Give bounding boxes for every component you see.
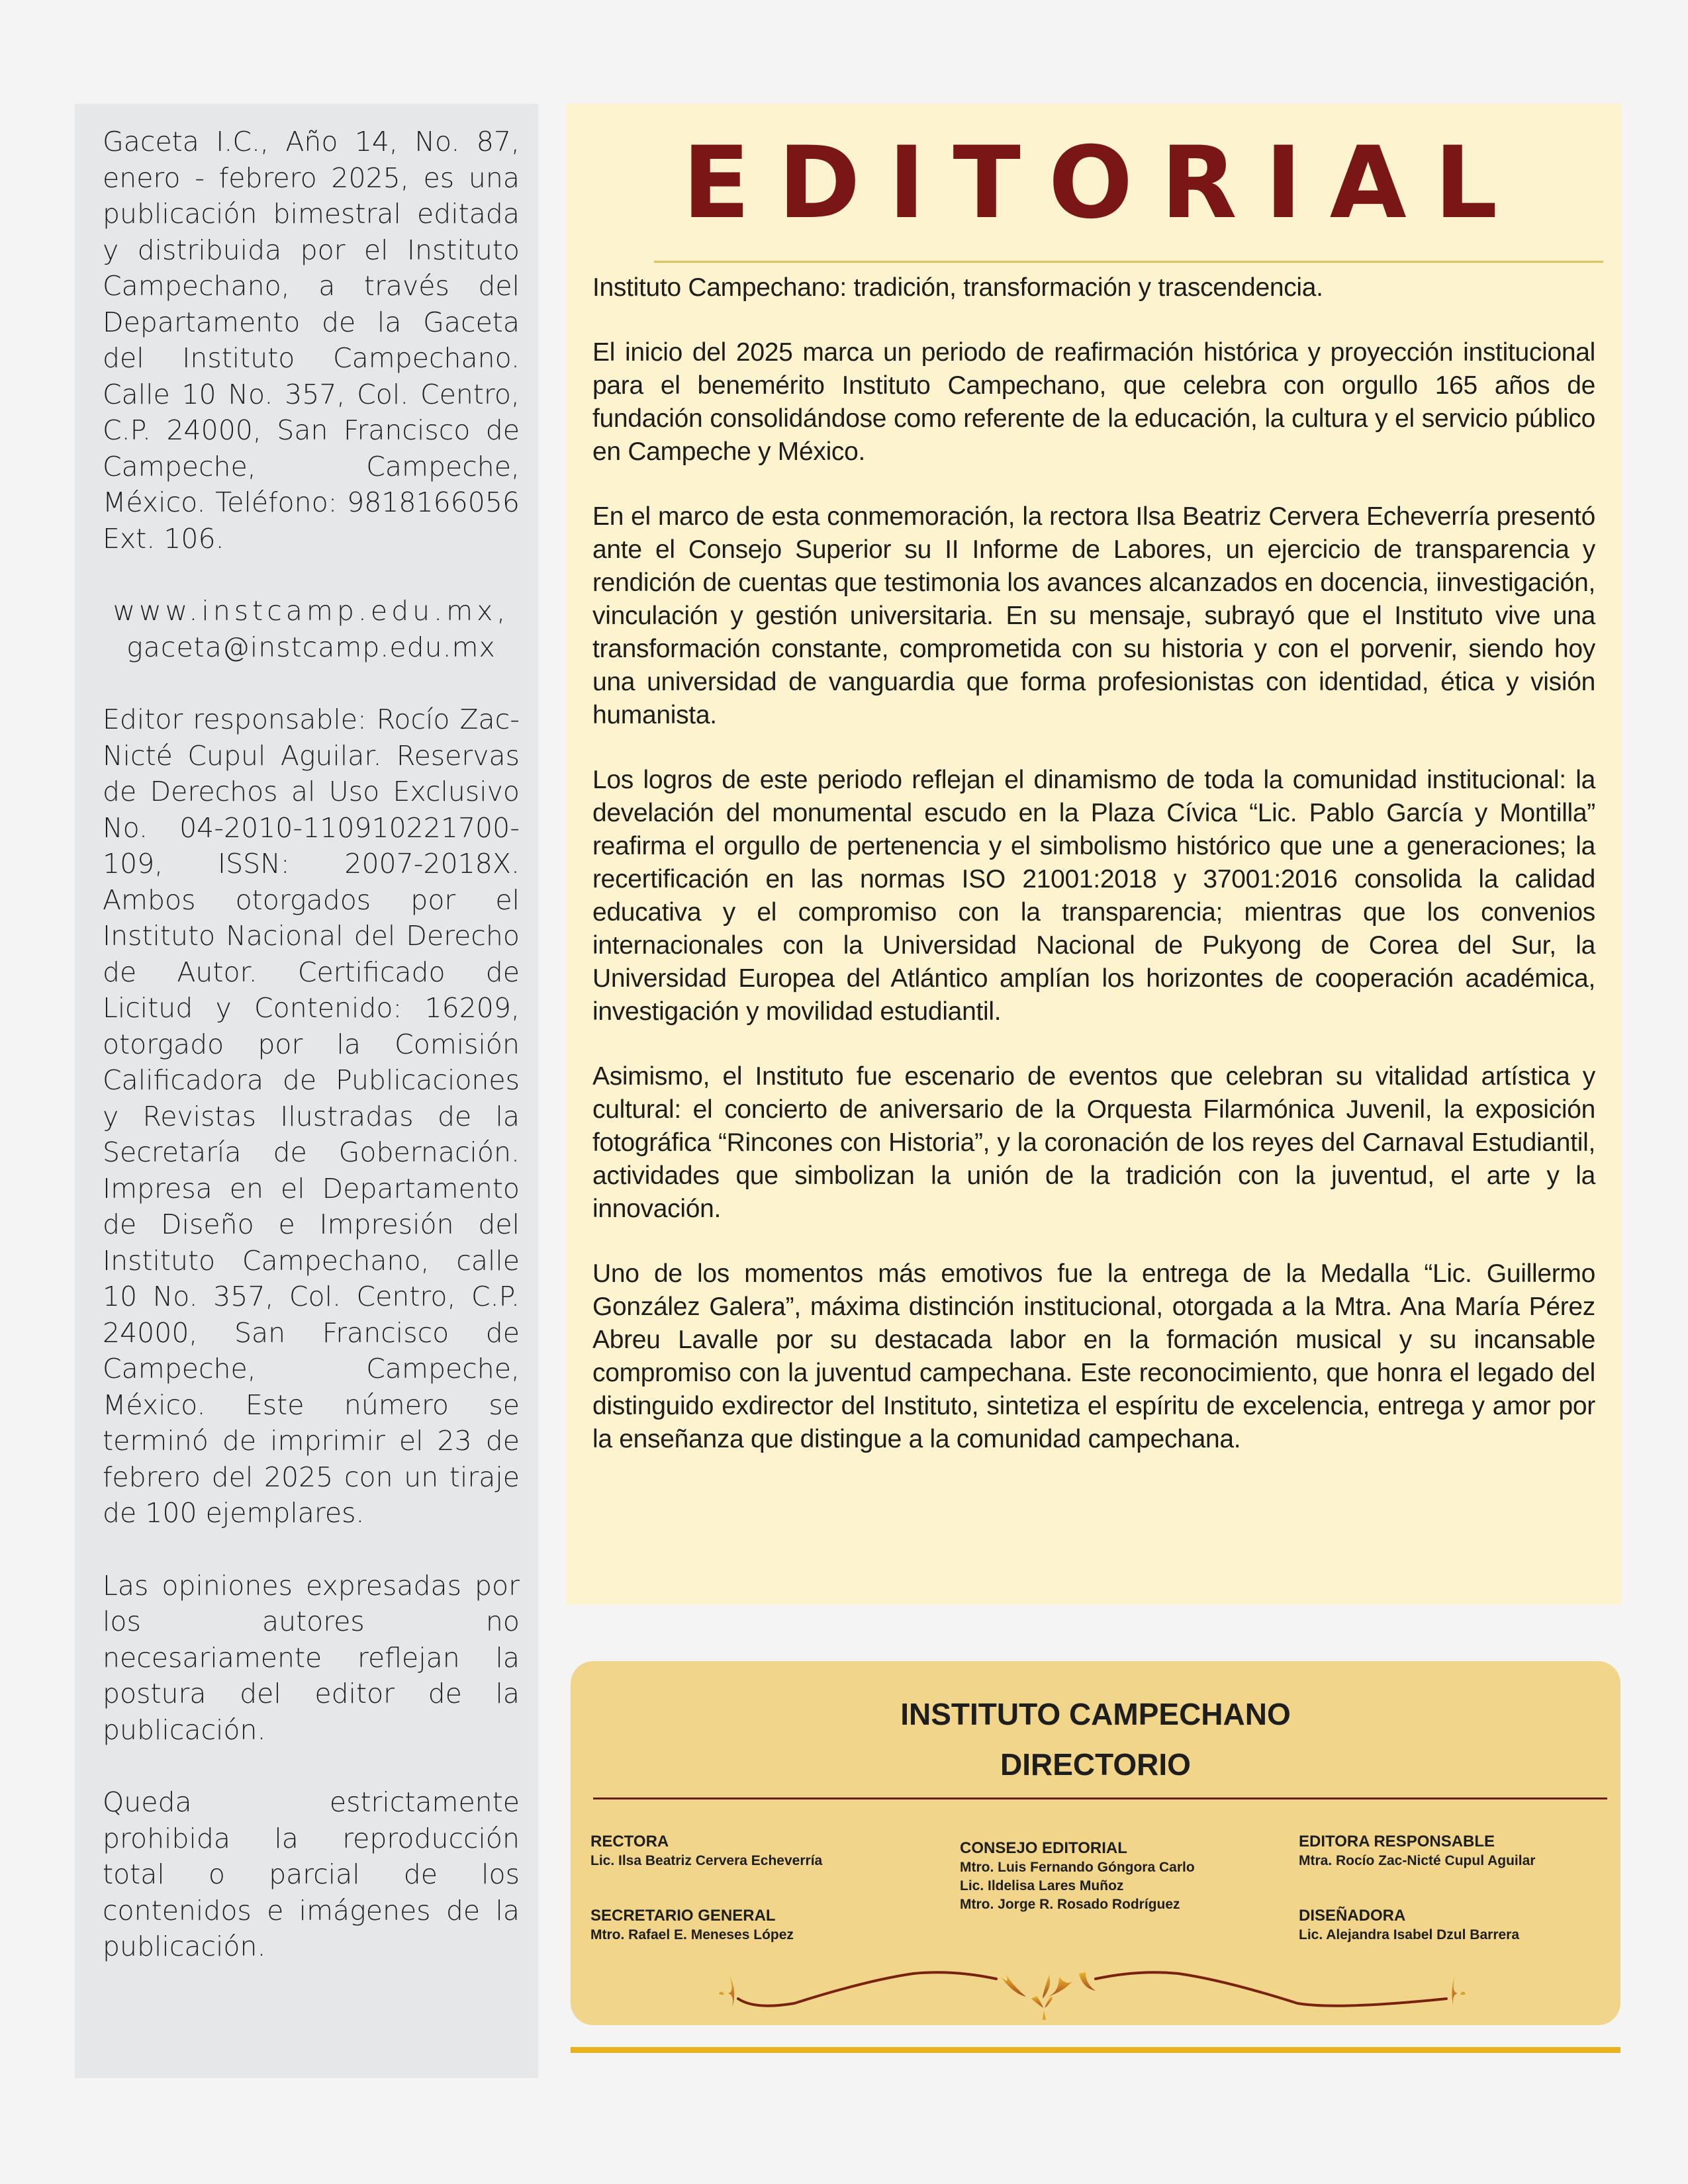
editorial-paragraph: En el marco de esta conmemoración, la rectora Ilsa Beatriz Cervera Echeverría presentó ante el Consejo Superior su II Informe de Labores, un ejercicio de transparencia y rendición de cuentas que testimonia los avances alcanzados en docencia, iinvestigación, vinculación y gestión universitaria. En su mensaje, subrayó que el Instituto vive una transformación constante, comprometida con su historia y con el porvenir, siendo hoy una universidad de vanguardia que forma profesionistas con identidad, ética y visión humanista. (592, 502, 1595, 729)
directory-entry-editora (1299, 1832, 1535, 1870)
editorial-panel (566, 104, 1622, 1605)
person-name: Lic. Alejandra Isabel Dzul Barrera (1299, 1927, 1520, 1942)
directory-entry-rectora (590, 1832, 822, 1870)
role-label: CONSEJO EDITORIAL (960, 1839, 1127, 1857)
title-divider (654, 261, 1603, 263)
editorial-paragraph: El inicio del 2025 marca un periodo de reafirmación histórica y proyección institucional para el benemérito Instituto Campechano, que celebra con orgullo 165 años de fundación consolidándose como referente de la educación, la cultura y el servicio público en Campeche y México. (592, 338, 1595, 466)
directory-title: DIRECTORIO (1000, 1747, 1191, 1782)
disclaimer: Las opiniones expresadas por los autores no necesariamente reflejan la postura del editor de la publicación. (103, 1569, 520, 1746)
directory-entry-disenadora (1299, 1906, 1535, 1944)
publication-info: Gaceta I.C., Año 14, No. 87, enero - febrero 2025, es una publicación bimestral editada y distribuida por el Instituto Campechano, a través del Departamento de la Gaceta del Instituto Campechano. Calle 10 No. 357, Col. Centro, C.P. 24000, San Francisco de Campeche, Campeche, México. Teléfono: 9818166056 Ext. 106. (103, 126, 520, 555)
website-link[interactable]: www.instcamp.edu.mx, (113, 595, 510, 627)
directory-column-right (1299, 1832, 1535, 1944)
person-name: Lic. Ildelisa Lares Muñoz (960, 1878, 1124, 1893)
person-name: Mtro. Rafael E. Meneses López (590, 1927, 794, 1942)
directory-column-center (960, 1839, 1195, 1914)
footer-gold-bar (571, 2047, 1620, 2053)
role-label: EDITORA RESPONSABLE (1299, 1833, 1495, 1850)
directory-heading (571, 1689, 1620, 1790)
editorial-subtitle: Instituto Campechano: tradición, transformación y trascendencia. (592, 273, 1323, 302)
person-name: Mtro. Jorge R. Rosado Rodríguez (960, 1897, 1180, 1912)
role-label: RECTORA (590, 1833, 669, 1850)
editorial-paragraph: Los logros de este periodo reflejan el dinamismo de toda la comunidad institucional: la develación del monumental escudo en la Plaza Cívica “Lic. Pablo García y Montilla” reafirma el orgullo de pertenencia y el simbolismo histórico que une a generaciones; la recertificación en las normas ISO 21001:2018 y 37001:2016 consolida la calidad educativa y el compromiso con la transparencia; mientras que los convenios internacionales con la Universidad Nacional de Pukyong de Corea del Sur, la Universidad Europea del Atlántico amplían los horizontes de cooperación académica, investigación y movilidad estudiantil. (592, 766, 1595, 1026)
person-name: Mtra. Rocío Zac-Nicté Cupul Aguilar (1299, 1853, 1536, 1868)
role-label: SECRETARIO GENERAL (590, 1907, 776, 1925)
directory-box (571, 1661, 1620, 2025)
colophon-panel (75, 104, 538, 2078)
editorial-paragraph: Uno de los momentos más emotivos fue la entrega de la Medalla “Lic. Guillermo González Galera”, máxima distinción institucional, otorgada a la Mtra. Ana María Pérez Abreu Lavalle por su destacada labor en la formación musical y su incansable compromiso con la juventud campechana. Este reconocimiento, que honra el legado del distinguido exdirector del Instituto, sintetiza el espíritu de excelencia, entrega y amor por la enseñanza que distingue a la comunidad campechana. (592, 1259, 1595, 1453)
directory-entry-consejo (960, 1839, 1195, 1914)
role-label: DISEÑADORA (1299, 1907, 1406, 1925)
person-name: Mtro. Luis Fernando Góngora Carlo (960, 1860, 1195, 1875)
directory-column-left (590, 1832, 822, 1944)
person-name: Lic. Ilsa Beatriz Cervera Echeverría (590, 1853, 823, 1868)
editorial-title: EDITORIAL (682, 126, 1526, 241)
editorial-body (592, 271, 1595, 1488)
copyright-notice: Queda estrictamente prohibida la reproducción total o parcial de los contenidos e imágenes de la publicación. (103, 1786, 520, 1962)
email-link[interactable]: gaceta@instcamp.edu.mx (126, 631, 496, 663)
editorial-paragraph: Asimismo, el Instituto fue escenario de eventos que celebran su vitalidad artística y cultural: el concierto de aniversario de la Orquesta Filarmónica Juvenil, la exposición fotográfica “Rincones con Historia”, y la coronación de los reyes del Carnaval Estudiantil, actividades que simbolizan la unión de la tradición con la juventud, el arte y la innovación. (592, 1062, 1595, 1223)
flourish-ornament-icon (715, 1967, 1470, 2020)
contact-info (103, 593, 520, 665)
directory-divider (593, 1797, 1607, 1799)
directory-entry-secretario (590, 1906, 822, 1944)
institution-name: INSTITUTO CAMPECHANO (900, 1697, 1291, 1731)
legal-info: Editor responsable: Rocío Zac-Nicté Cupul Aguilar. Reservas de Derechos al Uso Exclusivo No. 04-2010-110910221700-109, ISSN: 2007-2018X. Ambos otorgados por el Instituto Nacional del Derecho de Autor. Certificado de Licitud y Contenido: 16209, otorgado por la Comisión Calificadora de Publicaciones y Revistas Ilustradas de la Secretaría de Gobernación. Impresa en el Departamento de Diseño e Impresión del Instituto Campechano, calle 10 No. 357, Col. Centro, C.P. 24000, San Francisco de Campeche, Campeche, México. Este número se terminó de imprimir el 23 de febrero del 2025 con un tiraje de 100 ejemplares. (103, 704, 520, 1529)
